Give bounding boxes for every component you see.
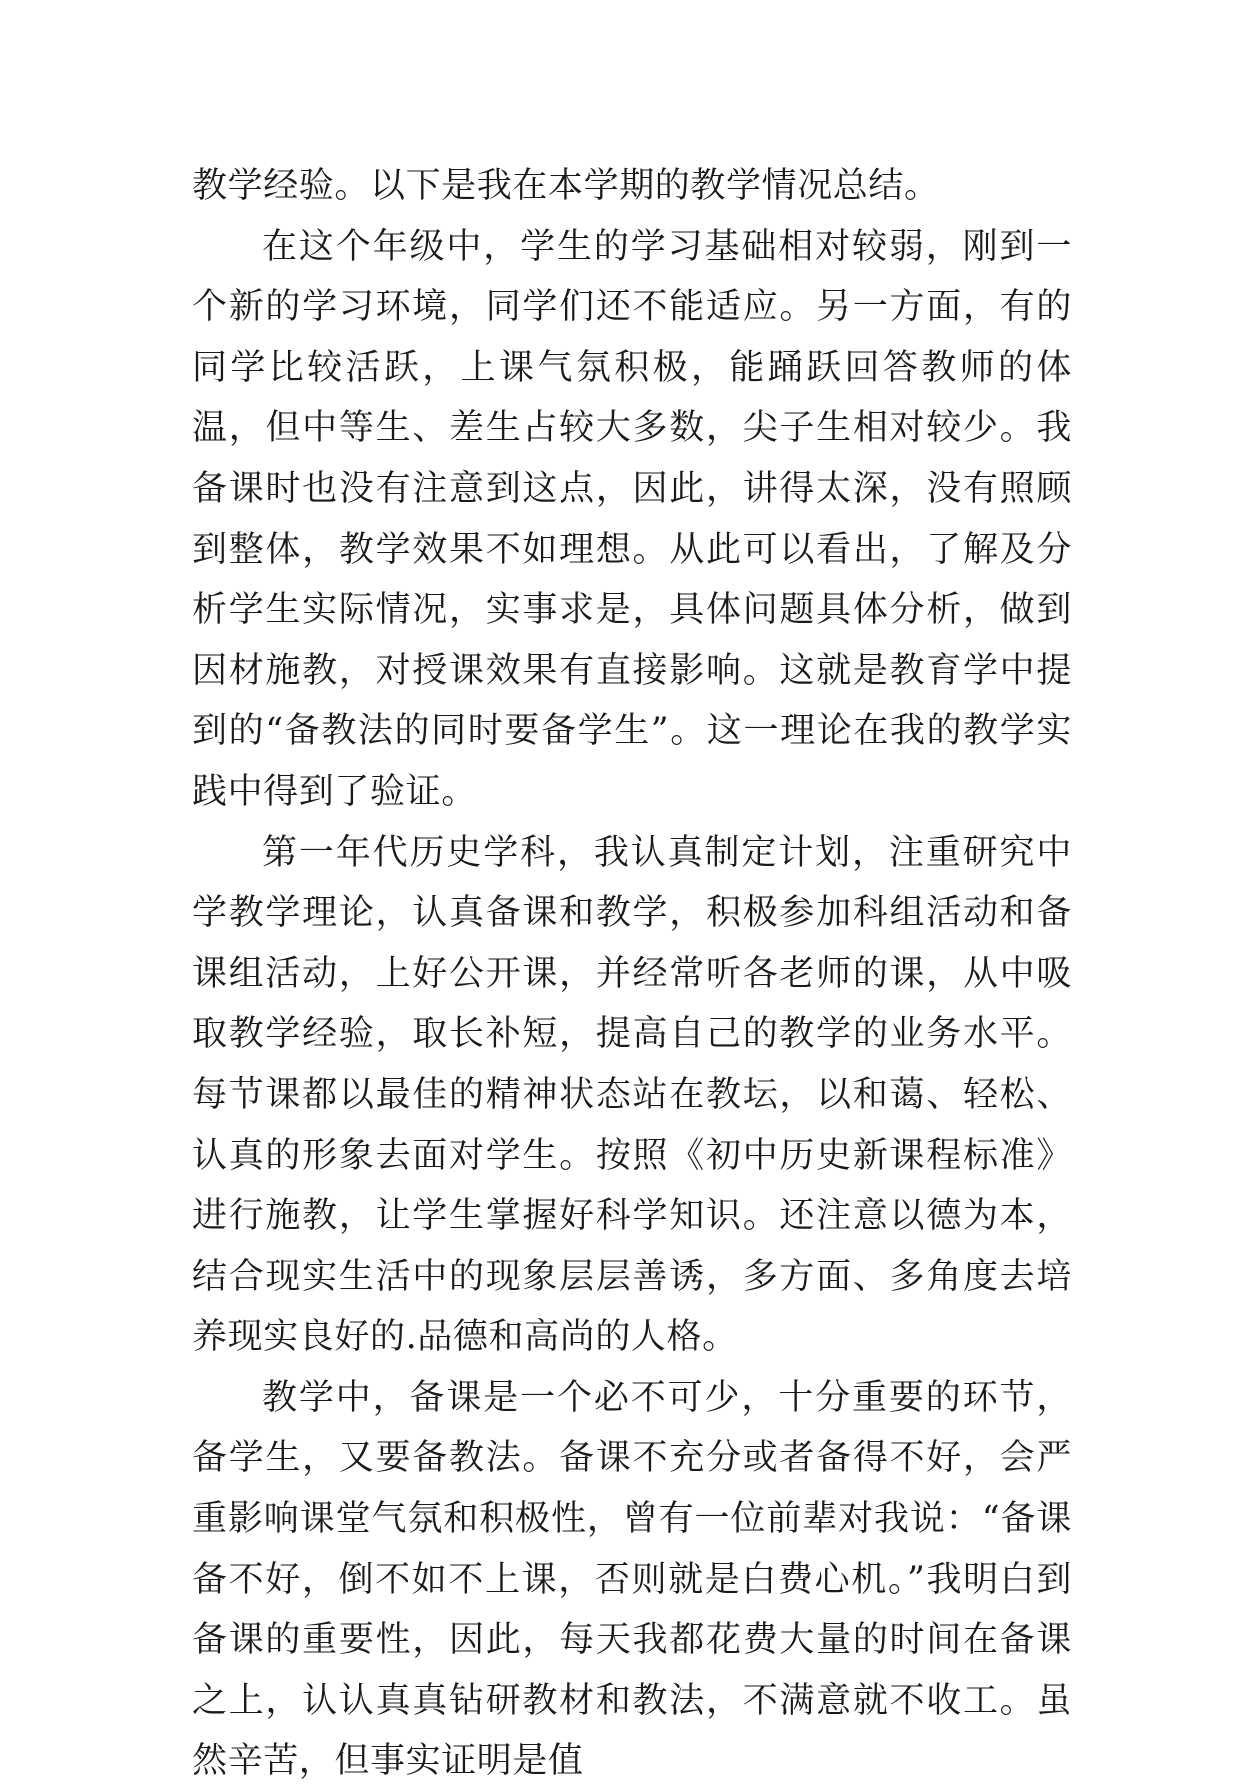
paragraph-3: 第一年代历史学科，我认真制定计划，注重研究中学教学理论，认真备课和教学，积极参加科组活动和备课组活动，上好公开课，并经常听各老师的课，从中吸取教学经验，取长补短，提高自己的教学的业务水平。每节课都以最佳的精神状态站在教坛，以和蔼、轻松、认真的形象去面对学生。按照《初中历史新课程标准》进行施教，让学生掌握好科学知识。还注意以德为本，结合现实生活中的现象层层善诱，多方面、多角度去培养现实良好的.品德和高尚的人格。 [192, 832, 1072, 1358]
paragraph-1: 教学经验。以下是我在本学期的教学情况总结。 [192, 166, 940, 206]
body-text [192, 156, 1072, 1792]
paragraph-4: 教学中，备课是一个必不可少，十分重要的环节，备学生，又要备教法。备课不充分或者备得不好，会严重影响课堂气氛和积极性，曾有一位前辈对我说：“备课备不好，倒不如不上课，否则就是白费心机。”我明白到备课的重要性，因此，每天我都花费大量的时间在备课之上，认认真真钻研教材和教法，不满意就不收工。虽然辛苦，但事实证明是值 [192, 1377, 1072, 1782]
paragraph-2: 在这个年级中，学生的学习基础相对较弱，刚到一个新的学习环境，同学们还不能适应。另一方面，有的同学比较活跃，上课气氛积极，能踊跃回答教师的体温，但中等生、差生占较大多数，尖子生相对较少。我备课时也没有注意到这点，因此，讲得太深，没有照顾到整体，教学效果不如理想。从此可以看出，了解及分析学生实际情况，实事求是，具体问题具体分析，做到因材施教，对授课效果有直接影响。这就是教育学中提到的“备教法的同时要备学生”。这一理论在我的教学实践中得到了验证。 [192, 226, 1072, 812]
